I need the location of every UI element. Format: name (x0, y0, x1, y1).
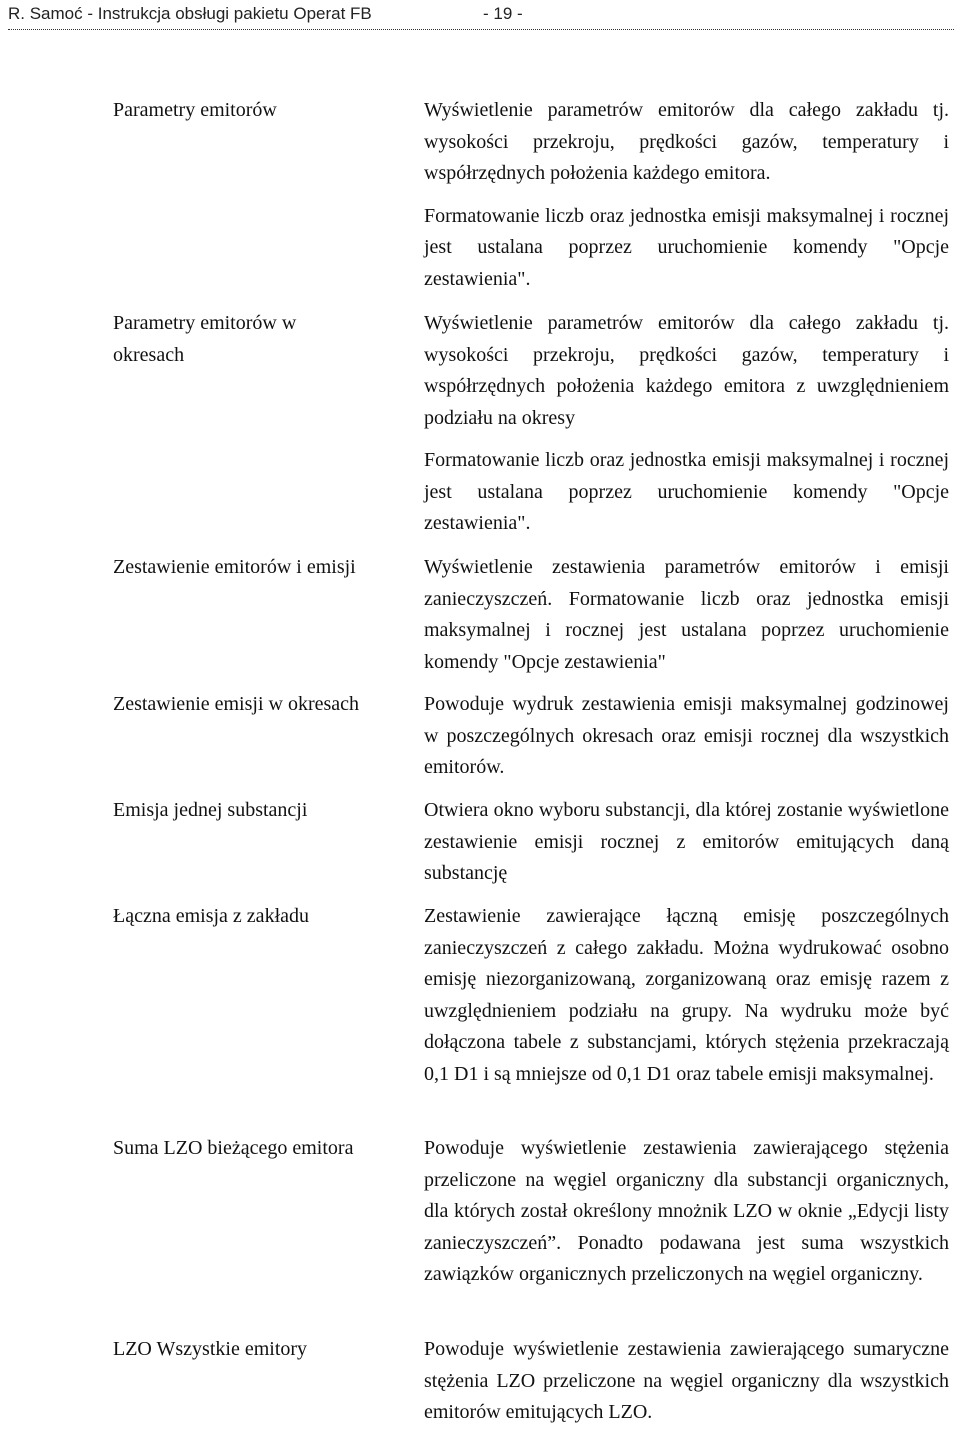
description-paragraph: Powoduje wydruk zestawienia emisji maksymalnej godzinowej w poszczególnych okresach oraz emisji rocznej dla wszystkich emitorów. (424, 693, 949, 778)
description-paragraph: Formatowanie liczb oraz jednostka emisji maksymalnej i rocznej jest ustalana poprzez uruchomienie komendy "Opcje zestawienia". (424, 449, 949, 534)
entry-description (424, 901, 949, 1101)
header-divider (8, 29, 954, 30)
entry-term: Parametry emitorów (113, 99, 277, 121)
entry-description (424, 308, 949, 551)
description-paragraph: Wyświetlenie parametrów emitorów dla całego zakładu tj. wysokości przekroju, prędkości gazów, temperatury i współrzędnych położenia każdego emitora. (424, 99, 949, 184)
page-number: - 19 - (483, 4, 523, 23)
entry-term: Zestawienie emitorów i emisji (113, 556, 356, 578)
entry-description (424, 1133, 949, 1302)
entry-description (424, 95, 949, 306)
entry-description (424, 795, 949, 901)
entry-term: Parametry emitorów w okresach (113, 312, 297, 366)
entry-term: Suma LZO bieżącego emitora (113, 1137, 354, 1159)
entry-description (424, 552, 949, 689)
description-paragraph: Otwiera okno wyboru substancji, dla której zostanie wyświetlone zestawienie emisji rocznej z emitorów emitujących daną substancję (424, 799, 949, 884)
page-header (0, 0, 960, 34)
description-paragraph: Formatowanie liczb oraz jednostka emisji maksymalnej i rocznej jest ustalana poprzez uruchomienie komendy "Opcje zestawienia". (424, 204, 949, 290)
header-author: R. Samoć - Instrukcja obsługi pakietu Operat FB (8, 4, 372, 23)
description-paragraph: Wyświetlenie zestawienia parametrów emitorów i emisji zanieczyszczeń. Formatowanie liczb oraz jednostka emisji maksymalnej i rocznej jest ustalana poprzez uruchomienie komendy "Opcje zestawienia" (424, 556, 949, 673)
entry-description (424, 689, 949, 795)
entry-term: Łączna emisja z zakładu (113, 905, 309, 927)
entry-term: LZO Wszystkie emitory (113, 1338, 308, 1360)
entry-term: Zestawienie emisji w okresach (113, 693, 360, 715)
entry-term: Emisja jednej substancji (113, 799, 308, 821)
description-paragraph: Powoduje wyświetlenie zestawienia zawierającego sumaryczne stężenia LZO przeliczone na węgiel organiczny dla wszystkich emitorów emitujących LZO. (424, 1338, 949, 1423)
description-paragraph: Wyświetlenie parametrów emitorów dla całego zakładu tj. wysokości przekroju, prędkości gazów, temperatury i współrzędnych położenia każdego emitora z uwzględnieniem podziału na okresy (424, 312, 949, 429)
description-paragraph: Powoduje wyświetlenie zestawienia zawierającego stężenia przeliczone na węgiel organiczny dla substancji organicznych, dla których został określony mnożnik LZO w oknie „Edycji listy zanieczyszczeń”. Ponadto podawana jest suma wszystkich zawiązków organicznych przeliczonych na węgiel organiczny. (424, 1137, 949, 1285)
description-paragraph: Zestawienie zawierające łączną emisję poszczególnych zanieczyszczeń z całego zakładu. Można wydrukować osobno emisję niezorganizowaną, zorganizowaną oraz emisję razem z uwzględnieniem podziału na grupy. Na wydruku może być dołączona tabele z substancjami, których stężenia przekraczają 0,1 D1 i są mniejsze od 0,1 D1 oraz tabele emisji maksymalnej. (424, 905, 949, 1085)
entry-description (424, 1334, 949, 1440)
